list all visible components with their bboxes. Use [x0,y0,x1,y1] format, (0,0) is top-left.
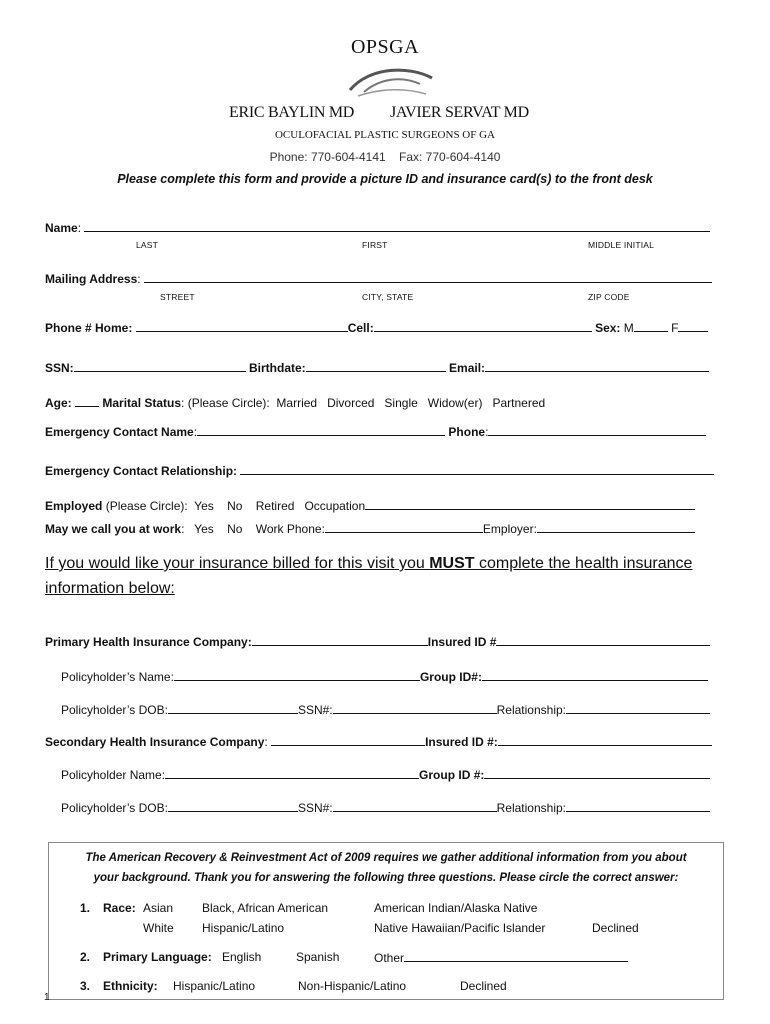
emergency-rel-field[interactable] [240,463,714,475]
primary-insurance-row [45,634,710,649]
race-option-declined[interactable]: Declined [592,921,639,935]
email-field[interactable] [485,360,709,372]
primary-dob-row [61,702,710,717]
name-sub-first: FIRST [362,240,388,250]
language-option-other[interactable]: Other [374,951,405,965]
survey-intro-line2: your background. Thank you for answering the following three questions. Please circle the correct answer: [93,872,679,884]
sex-f-label: F [671,321,679,335]
group-id-label: Group ID#: [419,670,482,684]
race-option-american-indian[interactable]: American Indian/Alaska Native [374,901,538,915]
may-call-options[interactable]: : Yes No Work Phone: [181,522,325,536]
relationship2-field[interactable] [566,800,710,812]
ethnicity-option-declined[interactable]: Declined [460,979,507,993]
policyholder-name-field[interactable] [174,669,420,681]
employed-options[interactable]: (Please Circle): Yes No Retired Occupation [105,499,366,513]
policyholder-ssn-field[interactable] [333,702,497,714]
policyholder-name2-field[interactable] [165,767,419,779]
age-label: Age: [45,396,72,410]
phone-row [45,320,708,335]
language-option-english[interactable]: English [222,950,262,964]
sex-f-field[interactable] [678,320,708,332]
group-id2-field[interactable] [484,767,710,779]
employer-label: Employer: [482,522,537,536]
mailing-sub-street: STREET [160,292,195,302]
practice-subtitle: OCULOFACIAL PLASTIC SURGEONS OF GA [274,129,496,141]
policyholder-ssn2-field[interactable] [333,800,497,812]
insurance-heading-part1: If you would like your insurance billed for this visit you [45,555,430,572]
insured-id2-field[interactable] [498,734,712,746]
ssn-field[interactable] [74,360,246,372]
birthdate-field[interactable] [306,360,446,372]
group-id-field[interactable] [482,669,708,681]
ssn-hash-label: SSN#: [297,703,333,717]
secondary-company-label: Secondary Health Insurance Company [45,735,265,749]
group-id2-label: Group ID #: [419,768,485,782]
form-instruction: Please complete this form and provide a picture ID and insurance card(s) to the front desk [117,172,653,186]
q2-number: 2. [80,950,91,964]
name-field[interactable] [84,220,710,232]
q2-label: Primary Language: [103,950,212,964]
q1-label: Race: [103,901,136,915]
primary-company-label: Primary Health Insurance Company: [45,635,252,649]
race-option-hispanic[interactable]: Hispanic/Latino [202,921,285,935]
sex-m-field[interactable] [634,320,668,332]
insurance-heading-line1 [45,555,692,573]
practice-logo-text: OPSGA [350,36,420,58]
mailing-label: Mailing Address [45,272,138,286]
primary-company-field[interactable] [252,634,428,646]
birthdate-label: Birthdate: [249,361,306,375]
policyholder-name2-label: Policyholder Name: [61,768,166,782]
eye-logo-icon [340,62,440,100]
doctor-name-2: JAVIER SERVAT MD [390,104,529,121]
emergency-rel-label: Emergency Contact Relationship: [45,464,238,478]
name-sub-last: LAST [136,240,159,250]
relationship-label: Relationship: [496,703,566,717]
survey-intro-line1: The American Recovery & Reinvestment Act of 2009 requires we gather additional information from you about [85,852,687,864]
relationship2-label: Relationship: [496,801,566,815]
primary-policyholder-row [61,669,708,684]
emergency-phone-field[interactable] [488,424,706,436]
phone-home-field[interactable] [136,320,348,332]
ethnicity-option-non-hispanic[interactable]: Non-Hispanic/Latino [298,979,407,993]
doctor-name-1: ERIC BAYLIN MD [229,104,354,121]
employer-field[interactable] [537,521,695,533]
mailing-sub-city: CITY, STATE [362,292,414,302]
language-option-spanish[interactable]: Spanish [296,950,340,964]
emergency-name-label: Emergency Contact Name [45,425,194,439]
secondary-dob-row [61,800,710,815]
sex-label: Sex: [595,321,621,335]
marital-options[interactable]: : (Please Circle): Married Divorced Single Widow(er) Partnered [181,396,546,410]
phone-home-label: Phone # Home: [45,321,133,335]
ethnicity-option-hispanic[interactable]: Hispanic/Latino [173,979,256,993]
policyholder-dob2-label: Policyholder’s DOB: [61,801,168,815]
secondary-policyholder-row [61,767,710,782]
q3-label: Ethnicity: [103,979,158,993]
ssn2-hash-label: SSN#: [297,801,333,815]
emergency-name-field[interactable] [197,424,445,436]
emergency-phone-label: Phone [448,425,486,439]
race-option-white[interactable]: White [143,921,174,935]
page-number: 1 [44,992,50,1003]
insurance-heading-must: MUST [429,555,475,572]
sex-m-label: M [623,321,634,335]
emergency-row: Emergency Contact Name: Phone: [45,424,706,439]
race-option-pacific-islander[interactable]: Native Hawaiian/Pacific Islander [374,921,546,935]
language-other-field[interactable] [404,950,628,962]
mailing-row: Mailing Address: [45,271,712,286]
ssn-row [45,360,709,375]
mailing-sub-zip: ZIP CODE [588,292,630,302]
name-sub-middle: MIDDLE INITIAL [588,240,655,250]
employed-label: Employed [45,499,103,513]
insurance-heading-part2: complete the health insurance [474,555,693,572]
policyholder-dob-label: Policyholder’s DOB: [61,703,168,717]
secondary-company-field[interactable] [271,734,425,746]
race-option-asian[interactable]: Asian [143,901,174,915]
cell-field[interactable] [374,320,592,332]
work-phone-field[interactable] [325,521,483,533]
secondary-insurance-row: Secondary Health Insurance Company: Insured ID #: [45,734,712,749]
may-call-label: May we call you at work [45,522,182,536]
policyholder-dob2-field[interactable] [168,800,298,812]
q1-number: 1. [80,901,91,915]
policyholder-name-label: Policyholder’s Name: [61,670,174,684]
occupation-field[interactable] [365,498,695,510]
policyholder-dob-field[interactable] [168,702,298,714]
ssn-label: SSN: [45,361,74,375]
emergency-relationship-row [45,463,714,478]
name-label: Name [45,221,78,235]
language-other-row [374,950,628,965]
insured-id2-label: Insured ID #: [425,735,498,749]
may-call-row [45,521,695,536]
mailing-field[interactable] [144,271,712,283]
relationship-field[interactable] [566,702,710,714]
insured-id-label: Insured ID # [427,635,497,649]
age-marital-row [45,395,545,410]
cell-label: Cell: [347,321,374,335]
age-field[interactable] [75,395,99,407]
insurance-heading-line2: information below: [45,580,175,597]
contact-phone-fax: Phone: 770-604-4141 Fax: 770-604-4140 [269,150,501,164]
marital-label: Marital Status [102,396,182,410]
name-row: Name: [45,220,710,235]
employed-row [45,498,695,513]
email-label: Email: [449,361,486,375]
q3-number: 3. [80,979,91,993]
insured-id-field[interactable] [496,634,710,646]
race-option-black[interactable]: Black, African American [202,901,329,915]
